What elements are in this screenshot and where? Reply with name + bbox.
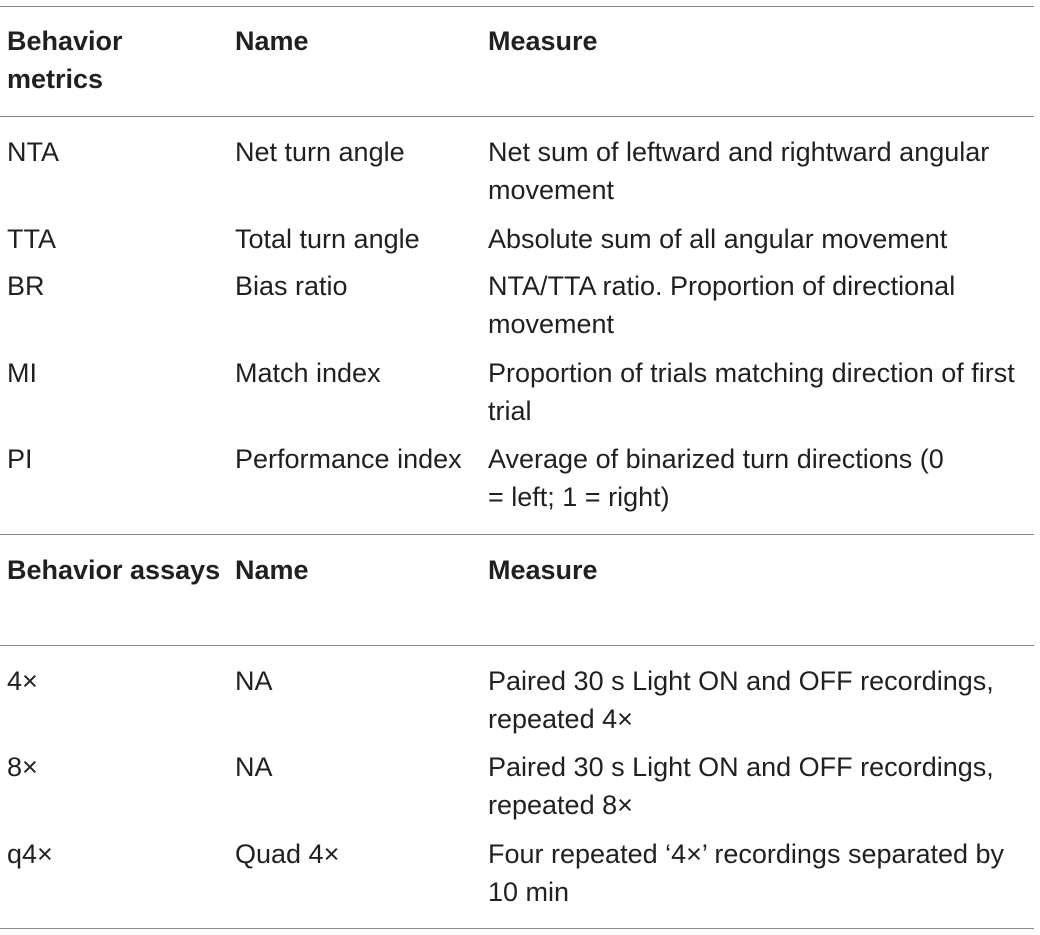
row-name: NA [235,666,273,696]
row-measure: Average of binarized turn directions (0 = left; 1 = right) [488,444,944,512]
metrics-header-rule [0,116,1034,117]
row-abbr: PI [7,444,33,474]
metrics-header-col2: Name [235,26,309,56]
metrics-header-col3: Measure [488,26,598,56]
row-measure: Paired 30 s Light ON and OFF recordings, repeated 8× [488,752,994,820]
assays-header-col3: Measure [488,555,598,585]
table-top-rule [0,6,1034,7]
row-name: Total turn angle [235,224,420,254]
row-measure: Absolute sum of all angular movement [488,224,948,254]
assays-header-col2: Name [235,555,309,585]
row-measure: Proportion of trials matching direction of first trial [488,358,1015,426]
assays-header-col1: Behavior assays [7,555,221,585]
row-abbr: 8× [7,752,38,782]
row-abbr: 4× [7,666,38,696]
assays-header-rule [0,645,1034,646]
row-measure: NTA/TTA ratio. Proportion of directional movement [488,271,956,339]
table-bottom-rule [0,928,1034,929]
row-measure: Net sum of leftward and rightward angular movement [488,137,990,205]
row-name: Match index [235,358,381,388]
row-name: Net turn angle [235,137,405,167]
row-measure: Four repeated ‘4×’ recordings separated by 10 min [488,839,1005,907]
section-divider-rule [0,534,1034,535]
metrics-header-col1: Behavior metrics [7,26,123,94]
row-abbr: MI [7,358,37,388]
row-abbr: TTA [7,224,56,254]
row-name: Performance index [235,444,462,474]
row-abbr: NTA [7,137,59,167]
row-measure: Paired 30 s Light ON and OFF recordings, repeated 4× [488,666,994,734]
row-name: NA [235,752,273,782]
row-name: Quad 4× [235,839,340,869]
row-abbr: BR [7,271,45,301]
row-name: Bias ratio [235,271,348,301]
row-abbr: q4× [7,839,53,869]
